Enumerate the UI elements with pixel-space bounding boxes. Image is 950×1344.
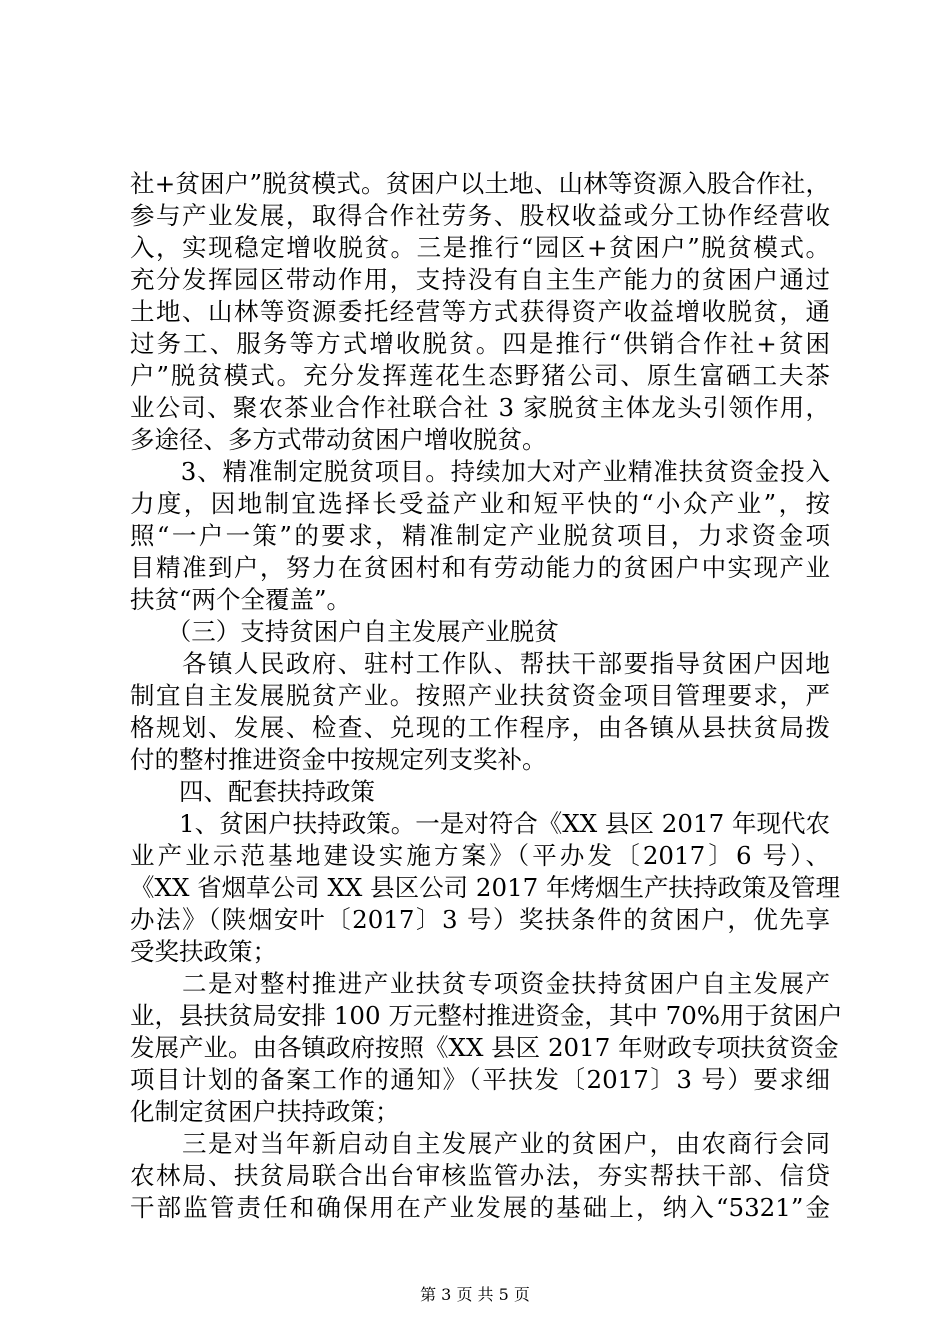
text-line: 社+贫困户”脱贫模式。贫困户以土地、山林等资源入股合作社，	[130, 169, 830, 198]
text-line: 入，实现稳定增收脱贫。三是推行“园区+贫困户”脱贫模式。	[130, 233, 830, 262]
section-heading: （三）支持贫困户自主发展产业脱贫	[130, 617, 559, 646]
text-line: 土地、山林等资源委托经营等方式获得资产收益增收脱贫，通	[130, 297, 830, 326]
text-line: 参与产业发展，取得合作社劳务、股权收益或分工协作经营收	[130, 201, 830, 230]
text-line: 业公司、聚农茶业合作社联合社 3 家脱贫主体龙头引领作用，	[130, 393, 830, 422]
text-line: 农林局、扶贫局联合出台审核监管办法，夯实帮扶干部、信贷	[130, 1161, 830, 1190]
text-line: 格规划、发展、检查、兑现的工作程序，由各镇从县扶贫局拨	[130, 713, 830, 742]
text-line: 扶贫“两个全覆盖”。	[130, 585, 352, 614]
text-line: 业产业示范基地建设实施方案》（平办发〔2017〕6 号）、	[130, 841, 830, 870]
text-line: 项目计划的备案工作的通知》（平扶发〔2017〕3 号）要求细	[130, 1065, 830, 1094]
text-line: 多途径、多方式带动贫困户增收脱贫。	[130, 425, 547, 454]
text-line: 受奖扶政策；	[130, 937, 277, 966]
text-line: 3、精准制定脱贫项目。持续加大对产业精准扶贫资金投入	[130, 457, 830, 486]
text-line: 二是对整村推进产业扶贫专项资金扶持贫困户自主发展产	[130, 969, 830, 998]
text-line: 《XX 省烟草公司 XX 县区公司 2017 年烤烟生产扶持政策及管理	[130, 873, 841, 902]
section-heading: 四、配套扶持政策	[130, 777, 375, 806]
text-line: 制宜自主发展脱贫产业。按照产业扶贫资金项目管理要求，严	[130, 681, 830, 710]
text-line: 照“一户一策”的要求，精准制定产业脱贫项目，力求资金项	[130, 521, 830, 550]
text-line: 化制定贫困户扶持政策；	[130, 1097, 400, 1126]
text-line: 办法》（陕烟安叶〔2017〕3 号）奖扶条件的贫困户，优先享	[130, 905, 830, 934]
text-line: 过务工、服务等方式增收脱贫。四是推行“供销合作社+贫困	[130, 329, 830, 358]
page-number: 第 3 页 共 5 页	[420, 1285, 530, 1304]
text-line: 三是对当年新启动自主发展产业的贫困户，由农商行会同	[130, 1129, 830, 1158]
text-line: 力度，因地制宜选择长受益产业和短平快的“小众产业”，按	[130, 489, 830, 518]
text-line: 各镇人民政府、驻村工作队、帮扶干部要指导贫困户因地	[130, 649, 830, 678]
text-line: 目精准到户，努力在贫困村和有劳动能力的贫困户中实现产业	[130, 553, 830, 582]
text-line: 1、贫困户扶持政策。一是对符合《XX 县区 2017 年现代农	[130, 809, 830, 838]
text-line: 付的整村推进资金中按规定列支奖补。	[130, 745, 547, 774]
text-line: 户”脱贫模式。充分发挥莲花生态野猪公司、原生富硒工夫茶	[130, 361, 830, 390]
text-line: 发展产业。由各镇政府按照《XX 县区 2017 年财政专项扶贫资金	[130, 1033, 839, 1062]
text-line: 干部监管责任和确保用在产业发展的基础上，纳入“5321”金	[130, 1193, 830, 1222]
text-line: 业，县扶贫局安排 100 万元整村推进资金，其中 70%用于贫困户	[130, 1001, 843, 1030]
text-line: 充分发挥园区带动作用，支持没有自主生产能力的贫困户通过	[130, 265, 830, 294]
